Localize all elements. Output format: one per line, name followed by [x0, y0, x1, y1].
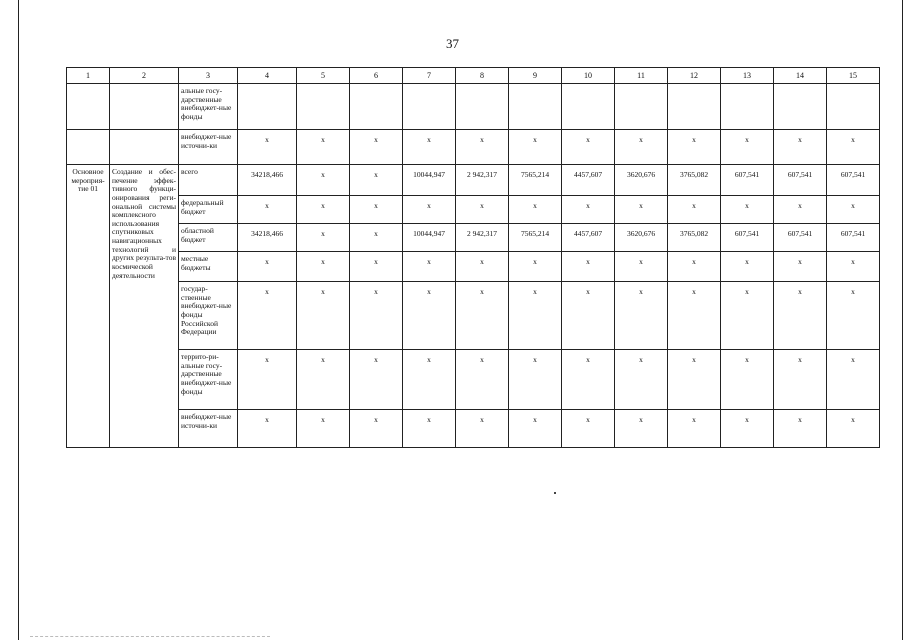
source-label-cell: внебюджет-ные источни-ки — [179, 410, 238, 448]
value-cell: 10044,947 — [403, 165, 456, 196]
source-label-cell: внебюджет-ные источни-ки — [179, 130, 238, 165]
value-cell: 2 942,317 — [456, 224, 509, 252]
value-cell: x — [350, 410, 403, 448]
value-cell: x — [827, 130, 880, 165]
scan-edge-mark — [30, 636, 270, 638]
value-cell: x — [297, 196, 350, 224]
value-cell: x — [774, 196, 827, 224]
value-cell: x — [350, 350, 403, 410]
value-cell — [403, 84, 456, 130]
value-cell: x — [721, 410, 774, 448]
value-cell: x — [509, 252, 562, 282]
value-cell: x — [562, 252, 615, 282]
value-cell: x — [615, 410, 668, 448]
value-cell: x — [615, 196, 668, 224]
source-label-cell: альные госу-дарственные внебюджет-ные фонды — [179, 84, 238, 130]
value-cell: x — [297, 224, 350, 252]
header-cell-15: 15 — [827, 68, 880, 84]
value-cell: x — [615, 350, 668, 410]
value-cell: 607,541 — [721, 224, 774, 252]
source-label-cell: областной бюджет — [179, 224, 238, 252]
source-label-cell: федеральный бюджет — [179, 196, 238, 224]
value-cell: x — [827, 350, 880, 410]
header-cell-12: 12 — [668, 68, 721, 84]
value-cell: x — [721, 130, 774, 165]
source-label-cell: местные бюджеты — [179, 252, 238, 282]
value-cell: x — [403, 130, 456, 165]
value-cell: x — [827, 410, 880, 448]
value-cell: 3620,676 — [615, 224, 668, 252]
value-cell: x — [297, 350, 350, 410]
table-row — [67, 165, 880, 196]
value-cell: x — [238, 350, 297, 410]
value-cell: x — [403, 252, 456, 282]
header-cell-13: 13 — [721, 68, 774, 84]
header-cell-10: 10 — [562, 68, 615, 84]
value-cell — [456, 84, 509, 130]
value-cell: x — [721, 252, 774, 282]
value-cell: x — [297, 165, 350, 196]
value-cell: x — [827, 282, 880, 350]
value-cell: x — [721, 350, 774, 410]
header-cell-6: 6 — [350, 68, 403, 84]
table-row — [67, 350, 880, 410]
value-cell: x — [238, 252, 297, 282]
source-label-cell: государ-ственные внебюджет-ные фонды Российской Федерации — [179, 282, 238, 350]
value-cell: x — [297, 130, 350, 165]
header-cell-7: 7 — [403, 68, 456, 84]
table-row — [67, 196, 880, 224]
page-right-border — [902, 0, 903, 640]
page-left-border — [18, 0, 19, 640]
value-cell: x — [456, 350, 509, 410]
value-cell: x — [774, 350, 827, 410]
value-cell: x — [668, 130, 721, 165]
value-cell — [721, 84, 774, 130]
value-cell: x — [350, 282, 403, 350]
value-cell: x — [562, 282, 615, 350]
header-cell-11: 11 — [615, 68, 668, 84]
value-cell: x — [509, 196, 562, 224]
value-cell: x — [350, 252, 403, 282]
source-label-cell: всего — [179, 165, 238, 196]
table-row — [67, 224, 880, 252]
table-row — [67, 252, 880, 282]
table-row — [67, 410, 880, 448]
value-cell: x — [668, 196, 721, 224]
value-cell: 34218,466 — [238, 224, 297, 252]
table-row — [67, 130, 880, 165]
value-cell: x — [562, 410, 615, 448]
value-cell: x — [774, 130, 827, 165]
value-cell: 607,541 — [721, 165, 774, 196]
header-cell-4: 4 — [238, 68, 297, 84]
value-cell: x — [509, 410, 562, 448]
header-cell-1: 1 — [67, 68, 110, 84]
value-cell: x — [403, 196, 456, 224]
value-cell: 607,541 — [827, 165, 880, 196]
value-cell: 34218,466 — [238, 165, 297, 196]
value-cell: x — [615, 130, 668, 165]
table-row — [67, 84, 880, 130]
value-cell: 10044,947 — [403, 224, 456, 252]
value-cell — [509, 84, 562, 130]
value-cell — [297, 84, 350, 130]
value-cell: x — [615, 252, 668, 282]
event-code-cell: Основное мероприя-тие 01 — [67, 165, 110, 448]
value-cell — [774, 84, 827, 130]
value-cell: x — [721, 282, 774, 350]
value-cell: 4457,607 — [562, 224, 615, 252]
value-cell: x — [774, 252, 827, 282]
value-cell: 7565,214 — [509, 165, 562, 196]
value-cell: 4457,607 — [562, 165, 615, 196]
value-cell: x — [297, 282, 350, 350]
header-cell-2: 2 — [110, 68, 179, 84]
value-cell: x — [350, 224, 403, 252]
empty-code-cell — [67, 84, 110, 130]
page-number: 37 — [446, 36, 459, 51]
empty-name-cell — [110, 130, 179, 165]
header-cell-8: 8 — [456, 68, 509, 84]
value-cell: 607,541 — [774, 224, 827, 252]
header-cell-3: 3 — [179, 68, 238, 84]
value-cell: x — [456, 282, 509, 350]
value-cell: x — [238, 130, 297, 165]
value-cell: x — [721, 196, 774, 224]
value-cell: x — [456, 410, 509, 448]
value-cell: x — [509, 130, 562, 165]
event-name-cell: Создание и обес-печение эффек-тивного функци-онирования реги-ональной системы комплексного использования спутниковых навигационных технологий и других результа-тов космической деятельности — [110, 165, 179, 448]
value-cell: x — [238, 410, 297, 448]
value-cell: x — [509, 350, 562, 410]
value-cell: x — [403, 282, 456, 350]
value-cell: 3620,676 — [615, 165, 668, 196]
value-cell: x — [562, 196, 615, 224]
value-cell: x — [668, 410, 721, 448]
empty-name-cell — [110, 84, 179, 130]
value-cell: x — [297, 410, 350, 448]
value-cell: x — [668, 350, 721, 410]
value-cell: x — [238, 282, 297, 350]
value-cell — [562, 84, 615, 130]
value-cell — [350, 84, 403, 130]
value-cell: x — [562, 350, 615, 410]
header-cell-14: 14 — [774, 68, 827, 84]
value-cell: x — [350, 130, 403, 165]
value-cell: 7565,214 — [509, 224, 562, 252]
value-cell: x — [350, 165, 403, 196]
value-cell: 3765,082 — [668, 165, 721, 196]
value-cell: 2 942,317 — [456, 165, 509, 196]
value-cell: x — [827, 252, 880, 282]
value-cell: 3765,082 — [668, 224, 721, 252]
value-cell — [238, 84, 297, 130]
empty-code-cell — [67, 130, 110, 165]
value-cell: x — [403, 350, 456, 410]
value-cell: x — [238, 196, 297, 224]
value-cell: 607,541 — [774, 165, 827, 196]
value-cell: x — [615, 282, 668, 350]
value-cell: x — [562, 130, 615, 165]
budget-table — [66, 67, 880, 448]
value-cell: x — [509, 282, 562, 350]
value-cell — [668, 84, 721, 130]
source-label-cell: террито-ри-альные госу-дарственные внебюджет-ные фонды — [179, 350, 238, 410]
header-cell-5: 5 — [297, 68, 350, 84]
value-cell: x — [350, 196, 403, 224]
scan-speck — [554, 492, 556, 494]
table-row — [67, 282, 880, 350]
value-cell: x — [297, 252, 350, 282]
value-cell: x — [827, 196, 880, 224]
value-cell: x — [456, 196, 509, 224]
value-cell — [827, 84, 880, 130]
value-cell: x — [668, 282, 721, 350]
value-cell: x — [668, 252, 721, 282]
header-row — [67, 68, 880, 84]
header-cell-9: 9 — [509, 68, 562, 84]
budget-table-container — [66, 67, 880, 448]
value-cell — [615, 84, 668, 130]
value-cell: x — [403, 410, 456, 448]
value-cell: x — [774, 410, 827, 448]
value-cell: x — [456, 252, 509, 282]
value-cell: x — [774, 282, 827, 350]
value-cell: 607,541 — [827, 224, 880, 252]
value-cell: x — [456, 130, 509, 165]
